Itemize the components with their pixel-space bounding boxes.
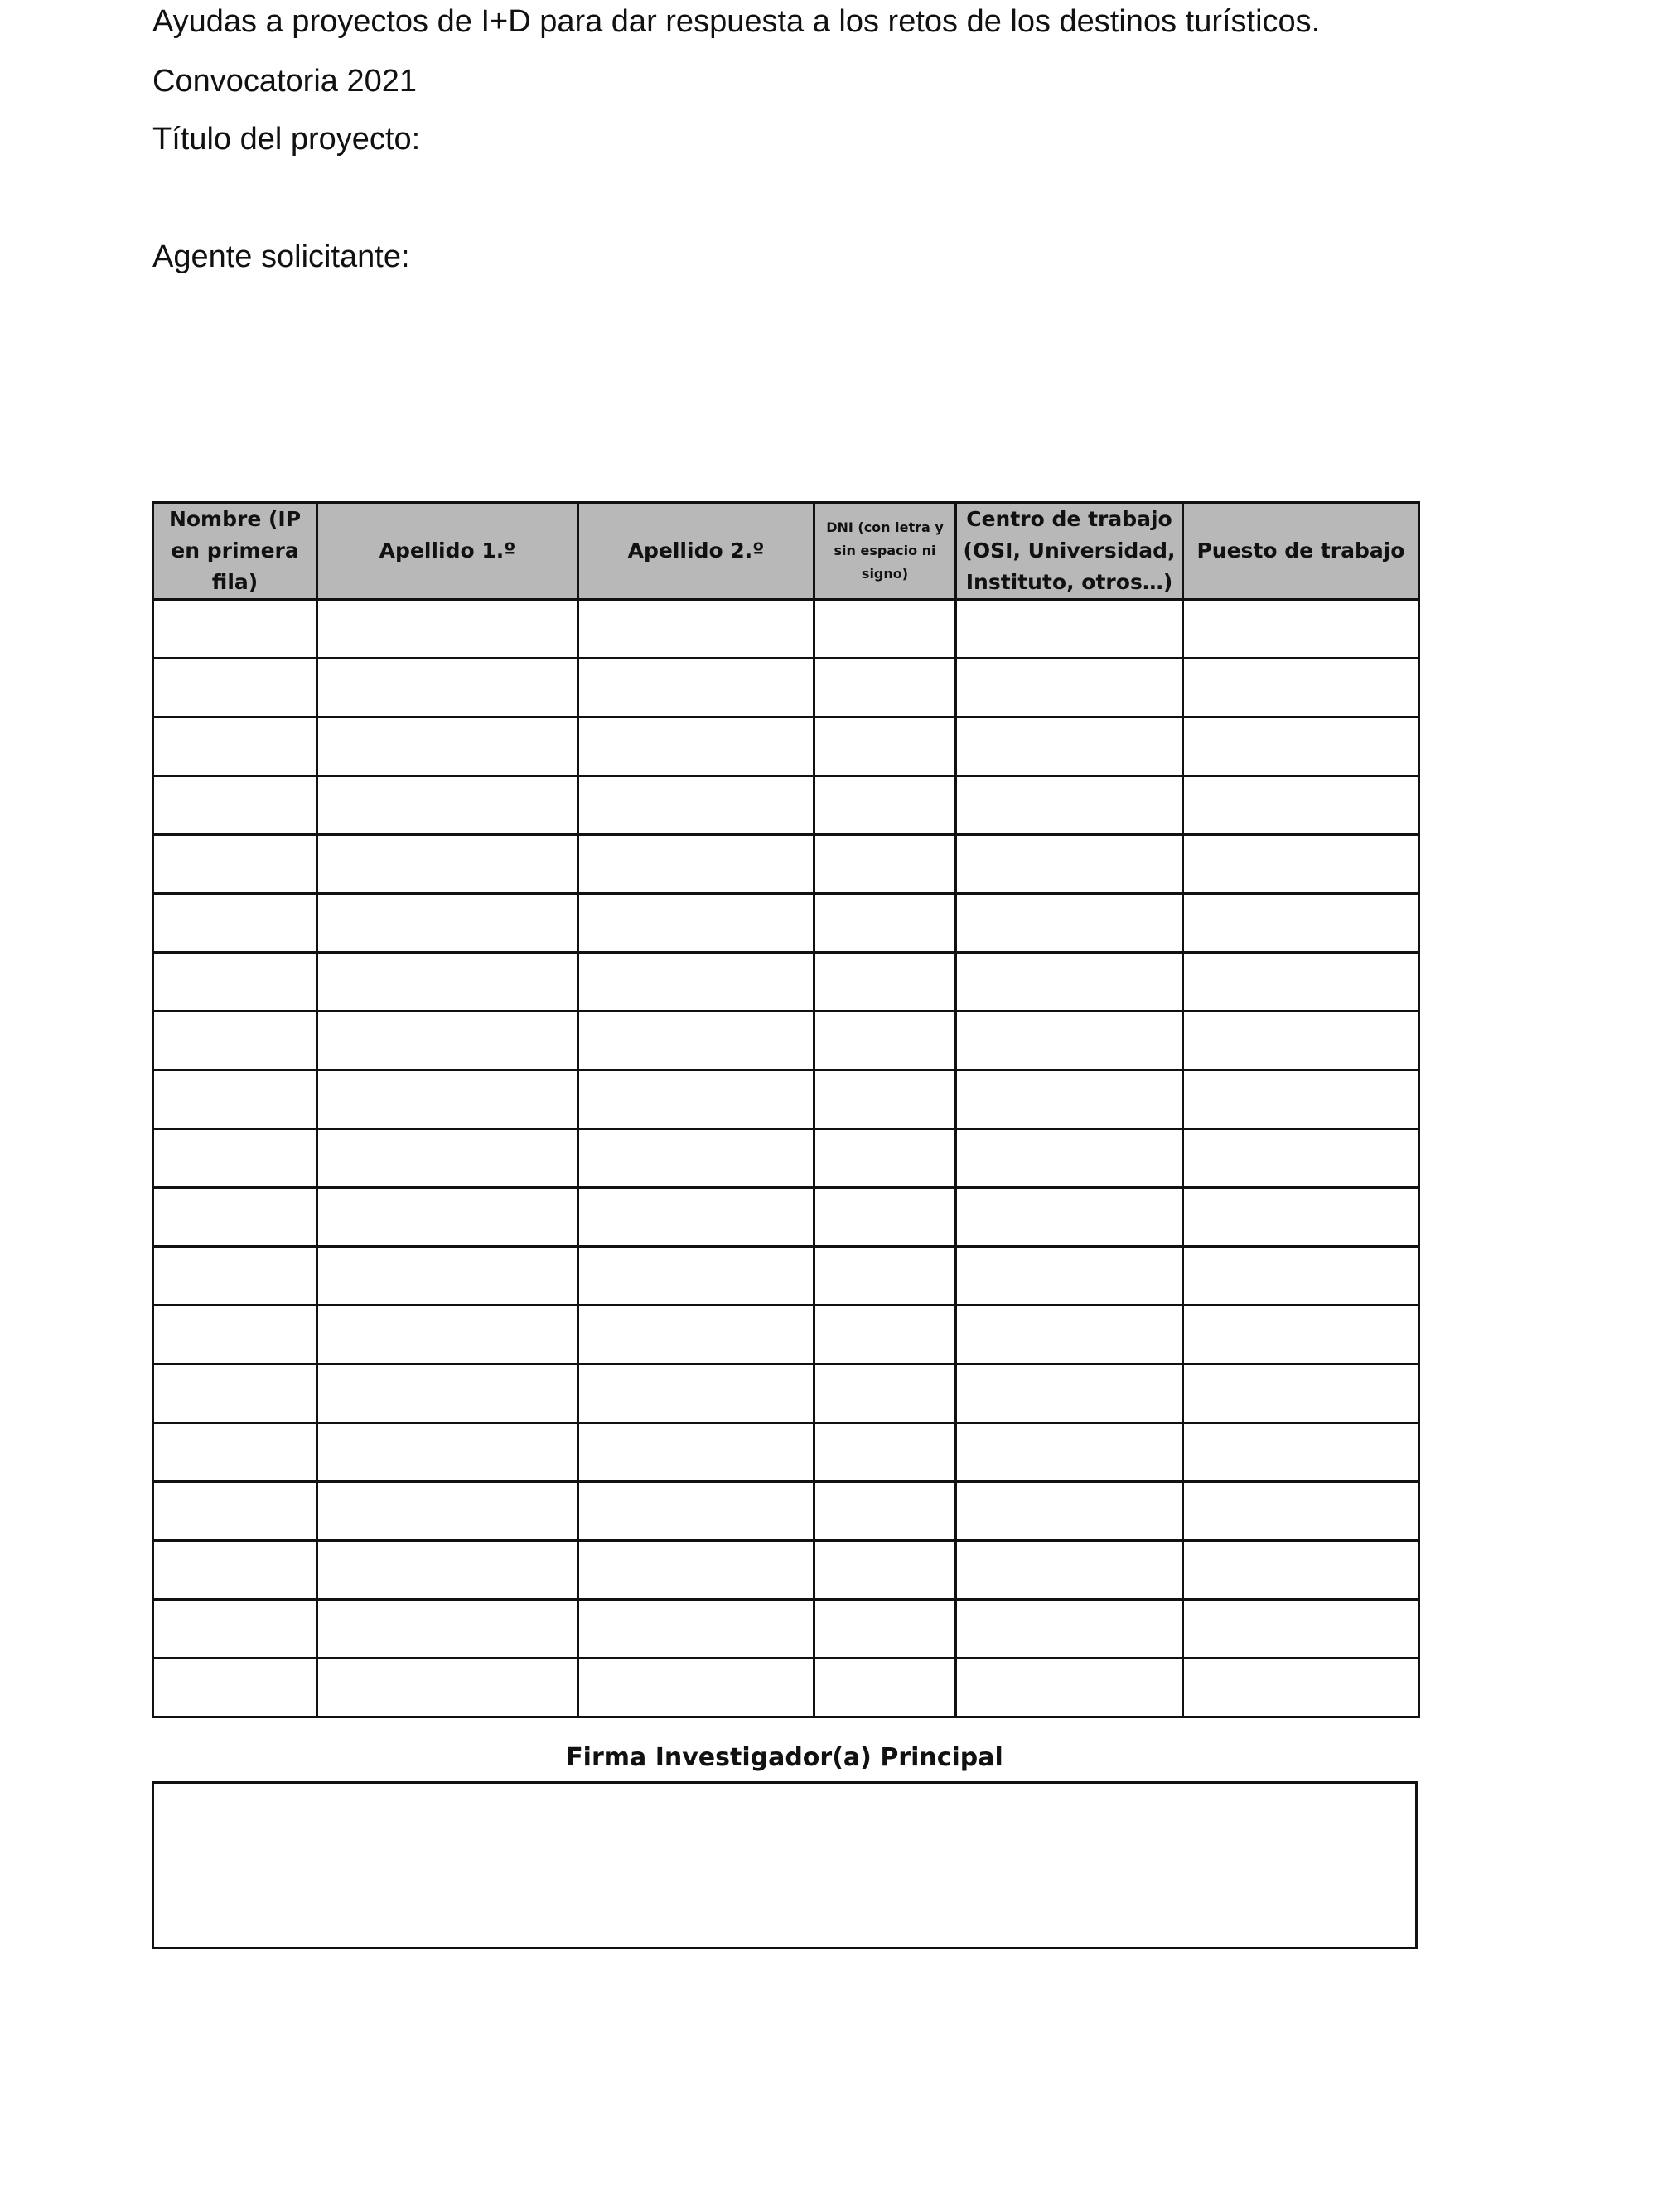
document-title: Ayudas a proyectos de I+D para dar respuesta a los retos de los destinos turísticos. — [152, 4, 1321, 39]
table-cell[interactable] — [578, 894, 814, 953]
table-cell[interactable] — [317, 659, 578, 717]
table-cell[interactable] — [1183, 659, 1419, 717]
table-cell[interactable] — [317, 1364, 578, 1423]
table-cell[interactable] — [317, 776, 578, 835]
project-title-label: Título del proyecto: — [152, 122, 421, 157]
table-cell[interactable] — [317, 1600, 578, 1659]
table-cell[interactable] — [578, 1364, 814, 1423]
table-cell[interactable] — [814, 953, 956, 1012]
table-cell[interactable] — [153, 1659, 317, 1717]
table-cell[interactable] — [1183, 1188, 1419, 1247]
table-cell[interactable] — [317, 717, 578, 776]
table-cell[interactable] — [317, 1188, 578, 1247]
table-cell[interactable] — [956, 1541, 1183, 1600]
table-cell[interactable] — [956, 600, 1183, 659]
table-row — [153, 953, 1419, 1012]
table-cell[interactable] — [578, 1129, 814, 1188]
table-row — [153, 600, 1419, 659]
table-row — [153, 1129, 1419, 1188]
table-row — [153, 1070, 1419, 1129]
table-cell[interactable] — [814, 1659, 956, 1717]
table-cell[interactable] — [153, 659, 317, 717]
table-cell[interactable] — [578, 835, 814, 894]
table-cell[interactable] — [1183, 1482, 1419, 1541]
table-row — [153, 835, 1419, 894]
table-row — [153, 1247, 1419, 1306]
table-body — [153, 600, 1419, 1717]
table-cell[interactable] — [153, 1423, 317, 1482]
table-cell[interactable] — [1183, 1659, 1419, 1717]
table-cell[interactable] — [814, 1600, 956, 1659]
table-cell[interactable] — [814, 600, 956, 659]
table-cell[interactable] — [956, 659, 1183, 717]
table-cell[interactable] — [956, 717, 1183, 776]
table-cell[interactable] — [317, 1482, 578, 1541]
table-cell[interactable] — [317, 600, 578, 659]
table-cell[interactable] — [1183, 1600, 1419, 1659]
table-cell[interactable] — [1183, 1070, 1419, 1129]
table-cell[interactable] — [814, 1012, 956, 1070]
table-cell[interactable] — [153, 600, 317, 659]
table-cell[interactable] — [956, 1306, 1183, 1364]
table-row — [153, 1423, 1419, 1482]
table-cell[interactable] — [814, 717, 956, 776]
table-cell[interactable] — [956, 1364, 1183, 1423]
table-cell[interactable] — [956, 1423, 1183, 1482]
table-cell[interactable] — [956, 776, 1183, 835]
table-cell[interactable] — [578, 659, 814, 717]
table-cell[interactable] — [1183, 953, 1419, 1012]
table-cell[interactable] — [578, 1306, 814, 1364]
table-cell[interactable] — [317, 953, 578, 1012]
table-cell[interactable] — [956, 835, 1183, 894]
header-apellido-1: Apellido 1.º — [317, 503, 578, 600]
table-cell[interactable] — [956, 1482, 1183, 1541]
table-cell[interactable] — [153, 1012, 317, 1070]
table-cell[interactable] — [578, 1482, 814, 1541]
table-cell[interactable] — [1183, 600, 1419, 659]
table-cell[interactable] — [814, 1247, 956, 1306]
table-cell[interactable] — [153, 1364, 317, 1423]
table-cell[interactable] — [956, 1659, 1183, 1717]
table-cell[interactable] — [814, 1306, 956, 1364]
signature-label: Firma Investigador(a) Principal — [566, 1743, 1003, 1772]
table-cell[interactable] — [1183, 1364, 1419, 1423]
table-row — [153, 659, 1419, 717]
table-cell[interactable] — [956, 894, 1183, 953]
table-cell[interactable] — [956, 953, 1183, 1012]
table-cell[interactable] — [578, 1541, 814, 1600]
table-cell[interactable] — [1183, 1306, 1419, 1364]
table-row — [153, 1188, 1419, 1247]
table-cell[interactable] — [1183, 1423, 1419, 1482]
table-cell[interactable] — [578, 1070, 814, 1129]
table-cell[interactable] — [578, 1659, 814, 1717]
table-cell[interactable] — [153, 776, 317, 835]
table-cell[interactable] — [814, 659, 956, 717]
table-cell[interactable] — [578, 953, 814, 1012]
table-row — [153, 776, 1419, 835]
table-cell[interactable] — [153, 1541, 317, 1600]
header-apellido-2: Apellido 2.º — [578, 503, 814, 600]
table-cell[interactable] — [153, 953, 317, 1012]
header-nombre: Nombre (IP en primera fila) — [153, 503, 317, 600]
table-cell[interactable] — [956, 1070, 1183, 1129]
call-year: Convocatoria 2021 — [152, 64, 417, 99]
table-row — [153, 1012, 1419, 1070]
table-cell[interactable] — [814, 1364, 956, 1423]
table-cell[interactable] — [1183, 894, 1419, 953]
table-cell[interactable] — [153, 1070, 317, 1129]
table-cell[interactable] — [153, 1247, 317, 1306]
table-cell[interactable] — [1183, 1541, 1419, 1600]
table-cell[interactable] — [956, 1188, 1183, 1247]
table-cell[interactable] — [1183, 835, 1419, 894]
table-cell[interactable] — [578, 600, 814, 659]
table-cell[interactable] — [1183, 1129, 1419, 1188]
table-row — [153, 1541, 1419, 1600]
table-cell[interactable] — [153, 1600, 317, 1659]
table-cell[interactable] — [578, 1188, 814, 1247]
table-cell[interactable] — [317, 1541, 578, 1600]
table-cell[interactable] — [317, 1247, 578, 1306]
table-row — [153, 717, 1419, 776]
table-cell[interactable] — [317, 1423, 578, 1482]
table-cell[interactable] — [1183, 1012, 1419, 1070]
table-cell[interactable] — [956, 1247, 1183, 1306]
table-cell[interactable] — [956, 1012, 1183, 1070]
table-cell[interactable] — [317, 835, 578, 894]
table-cell[interactable] — [578, 1012, 814, 1070]
table-cell[interactable] — [814, 1070, 956, 1129]
table-row — [153, 1600, 1419, 1659]
table-cell[interactable] — [317, 1070, 578, 1129]
table-row — [153, 1364, 1419, 1423]
table-cell[interactable] — [153, 1129, 317, 1188]
table-cell[interactable] — [153, 717, 317, 776]
table-cell[interactable] — [317, 894, 578, 953]
table-row — [153, 1659, 1419, 1717]
table-cell[interactable] — [1183, 776, 1419, 835]
table-cell[interactable] — [814, 776, 956, 835]
table-cell[interactable] — [153, 835, 317, 894]
table-cell[interactable] — [956, 1600, 1183, 1659]
table-cell[interactable] — [1183, 1247, 1419, 1306]
table-cell[interactable] — [578, 1247, 814, 1306]
table-row — [153, 894, 1419, 953]
table-cell[interactable] — [317, 1659, 578, 1717]
table-header-row — [153, 503, 1419, 600]
table-cell[interactable] — [814, 1541, 956, 1600]
table-cell[interactable] — [317, 1129, 578, 1188]
table-row — [153, 1482, 1419, 1541]
table-cell[interactable] — [153, 1482, 317, 1541]
table-cell[interactable] — [1183, 717, 1419, 776]
table-cell[interactable] — [814, 835, 956, 894]
table-cell[interactable] — [153, 1306, 317, 1364]
researchers-table — [152, 501, 1420, 1718]
table-cell[interactable] — [814, 1482, 956, 1541]
table-cell[interactable] — [578, 1423, 814, 1482]
table-cell[interactable] — [814, 1188, 956, 1247]
table-cell[interactable] — [578, 776, 814, 835]
table-cell[interactable] — [814, 1423, 956, 1482]
table-cell[interactable] — [578, 717, 814, 776]
table-cell[interactable] — [317, 1012, 578, 1070]
table-cell[interactable] — [578, 1600, 814, 1659]
table-cell[interactable] — [814, 1129, 956, 1188]
table-cell[interactable] — [814, 894, 956, 953]
header-centro-trabajo: Centro de trabajo (OSI, Universidad, Instituto, otros…) — [956, 503, 1183, 600]
table-cell[interactable] — [153, 894, 317, 953]
header-puesto-trabajo: Puesto de trabajo — [1183, 503, 1419, 600]
table-cell[interactable] — [153, 1188, 317, 1247]
applicant-label: Agente solicitante: — [152, 239, 410, 274]
table-cell[interactable] — [317, 1306, 578, 1364]
header-dni: DNI (con letra y sin espacio ni signo) — [814, 503, 956, 600]
signature-box[interactable] — [152, 1781, 1418, 1949]
table-cell[interactable] — [956, 1129, 1183, 1188]
table-row — [153, 1306, 1419, 1364]
